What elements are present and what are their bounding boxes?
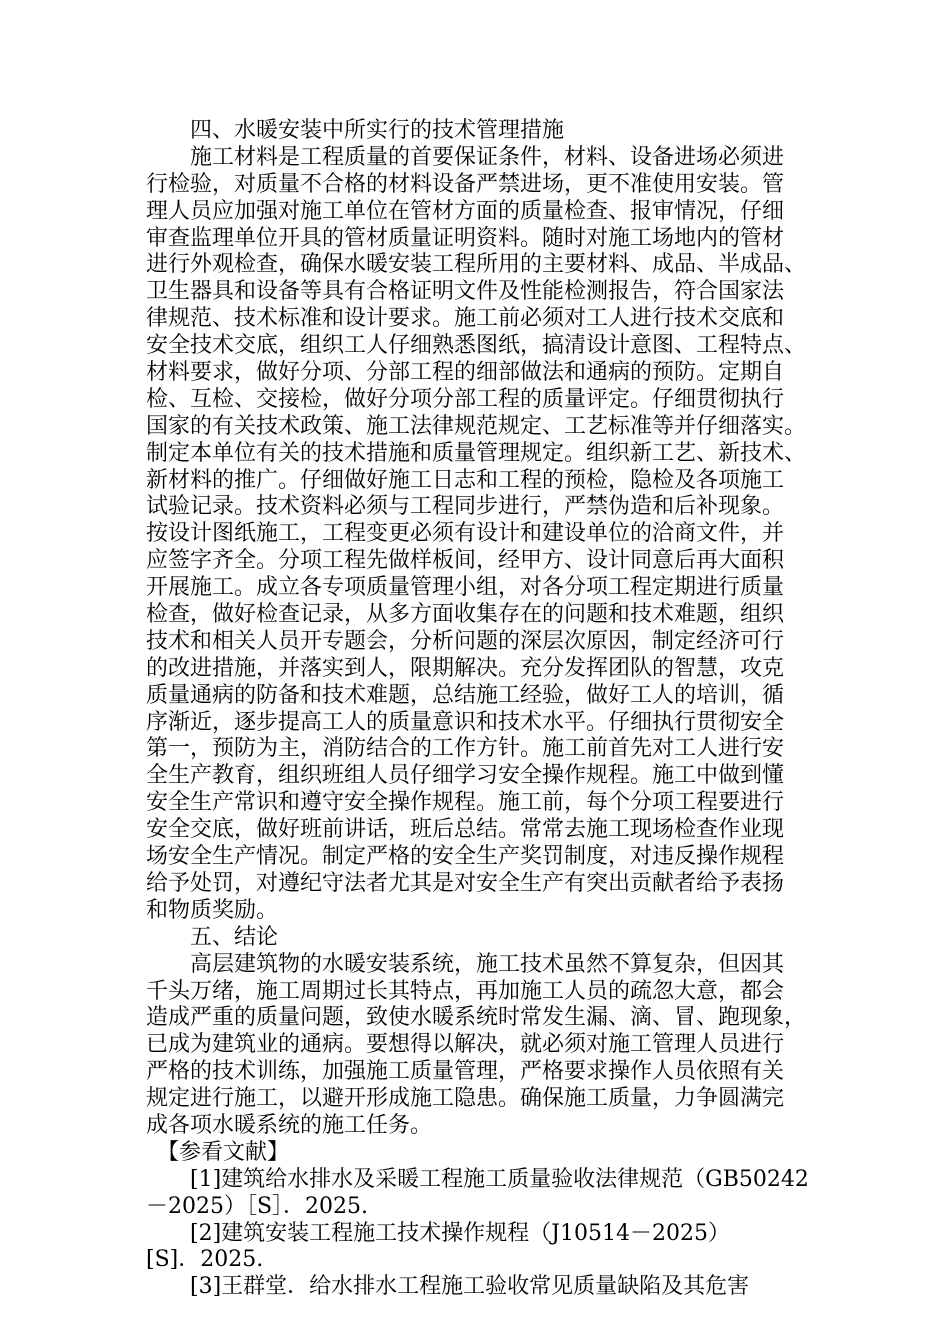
text-line: 质量通病的防备和技术难题，总结施工经验，做好工人的培训，循 — [146, 682, 785, 708]
text-line: 应签字齐全。分项工程先做样板间，经甲方、设计同意后再大面积 — [146, 548, 785, 574]
text-line: 制定本单位有关的技术措施和质量管理规定。组织新工艺、新技术、 — [146, 440, 807, 466]
text-line: 和物质奖励。 — [146, 897, 279, 923]
text-line: 安全生产常识和遵守安全操作规程。施工前，每个分项工程要进行 — [146, 790, 785, 816]
text-line: 千头万绪，施工周期过长其特点，再加施工人员的疏忽大意，都会 — [146, 978, 785, 1004]
text-line: 安全交底，做好班前讲话，班后总结。常常去施工现场检查作业现 — [146, 817, 785, 843]
document-body — [146, 118, 809, 1301]
text-line: 第一，预防为主，消防结合的工作方针。施工前首先对工人进行安 — [146, 736, 785, 762]
text-line: [3]王群堂．给水排水工程施工验收常见质量缺陷及其危害 — [146, 1274, 750, 1300]
text-line: 审查监理单位开具的管材质量证明资料。随时对施工场地内的管材 — [146, 225, 785, 251]
text-line: 施工材料是工程质量的首要保证条件，材料、设备进场必须进 — [146, 144, 785, 170]
text-line: 行检验，对质量不合格的材料设备严禁进场，更不准使用安装。管 — [146, 171, 785, 197]
text-line: 全生产教育，组织班组人员仔细学习安全操作规程。施工中做到懂 — [146, 763, 785, 789]
text-line: 造成严重的质量问题，致使水暖系统时常发生漏、滴、冒、跑现象， — [146, 1005, 807, 1031]
text-line: 规定进行施工，以避开形成施工隐患。确保施工质量，力争圆满完 — [146, 1086, 785, 1112]
text-line: 开展施工。成立各专项质量管理小组，对各分项工程定期进行质量 — [146, 575, 785, 601]
text-line: 已成为建筑业的通病。要想得以解决，就必须对施工管理人员进行 — [146, 1032, 785, 1058]
text-line: 律规范、技术标准和设计要求。施工前必须对工人进行技术交底和 — [146, 306, 785, 332]
text-line: 安全技术交底，组织工人仔细熟悉图纸，搞清设计意图、工程特点、 — [146, 333, 807, 359]
text-line: 高层建筑物的水暖安装系统，施工技术虽然不算复杂，但因其 — [146, 951, 785, 977]
text-line: 新材料的推广。仔细做好施工日志和工程的预检，隐检及各项施工 — [146, 467, 785, 493]
text-line: 序渐近，逐步提高工人的质量意识和技术水平。仔细执行贯彻安全 — [146, 709, 785, 735]
text-line: 的改进措施，并落实到人，限期解决。充分发挥团队的智慧，攻克 — [146, 655, 785, 681]
text-line: [2]建筑安装工程施工技术操作规程（J10514－2025） — [146, 1220, 730, 1246]
text-line: 卫生器具和设备等具有合格证明文件及性能检测报告，符合国家法 — [146, 279, 785, 305]
text-line: 检、互检、交接检，做好分项分部工程的质量评定。仔细贯彻执行 — [146, 386, 785, 412]
text-line: 国家的有关技术政策、施工法律规范规定、工艺标准等并仔细落实。 — [146, 413, 807, 439]
text-line: 四、水暖安装中所实行的技术管理措施 — [146, 118, 565, 143]
text-line: 【参看文献】 — [146, 1139, 290, 1165]
text-line: 检查，做好检查记录，从多方面收集存在的问题和技术难题，组织 — [146, 602, 785, 628]
text-line: －2025）［S］．2025. — [146, 1193, 369, 1219]
text-line: 进行外观检查，确保水暖安装工程所用的主要材料、成品、半成品、 — [146, 252, 807, 278]
text-line: [S]．2025. — [146, 1247, 264, 1273]
text-line: 按设计图纸施工，工程变更必须有设计和建设单位的洽商文件，并 — [146, 521, 785, 547]
text-line: 五、结论 — [146, 924, 279, 950]
text-line: 成各项水暖系统的施工任务。 — [146, 1112, 433, 1138]
text-line: 场安全生产情况。制定严格的安全生产奖罚制度，对违反操作规程 — [146, 844, 785, 870]
text-line: 严格的技术训练，加强施工质量管理，严格要求操作人员依照有关 — [146, 1059, 785, 1085]
text-line: 理人员应加强对施工单位在管材方面的质量检查、报审情况，仔细 — [146, 198, 785, 224]
text-line: 材料要求，做好分项、分部工程的细部做法和通病的预防。定期自 — [146, 360, 785, 386]
text-line: 试验记录。技术资料必须与工程同步进行，严禁伪造和后补现象。 — [146, 494, 785, 520]
text-line: 技术和相关人员开专题会，分析问题的深层次原因，制定经济可行 — [146, 628, 785, 654]
text-line: [1]建筑给水排水及采暖工程施工质量验收法律规范（GB50242 — [146, 1166, 809, 1192]
text-line: 给予处罚，对遵纪守法者尤其是对安全生产有突出贡献者给予表扬 — [146, 870, 785, 896]
